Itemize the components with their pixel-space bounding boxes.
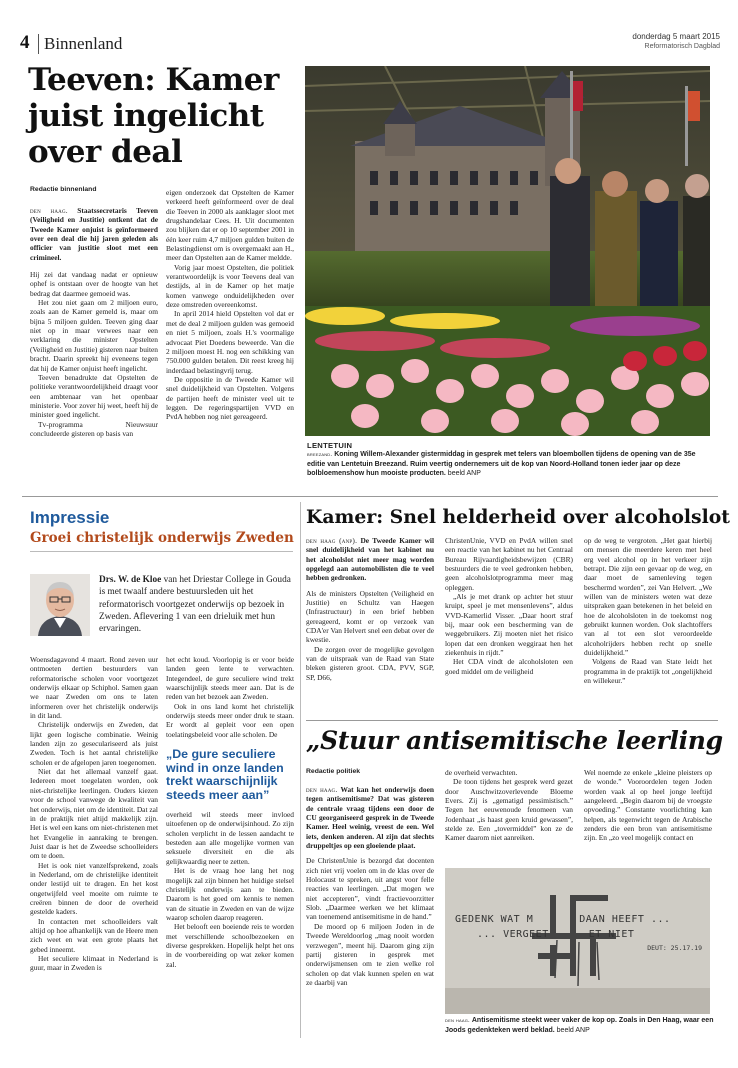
impressie-paragraph: het echt koud. Voorlopig is er voor beide landen geen lente te verwachten. Integendeel, de gure seculiere wind trekt waarschijnlijk steeds meer aan. Dat is de reden van het bezoek aan Zweden. <box>166 655 294 702</box>
teeven-column-2 <box>166 188 294 422</box>
tulip-show-image <box>305 66 710 436</box>
graffiti-dateline: den haag. <box>445 1018 470 1024</box>
impressie-paragraph: Ook in ons land komt het christelijk onderwijs steeds meer onder druk te staan. Er wordt al gepleit voor een open toelatingsbeleid voor alle scholen. De <box>166 701 294 739</box>
graffiti-caption <box>445 1016 715 1035</box>
plaque-text-2b: ET NIET <box>588 929 635 940</box>
antisemitisch-column-3 <box>584 768 712 843</box>
antisemitisch-paragraph: De toon tijdens het gesprek werd gezet door Auschwitzoverlevende Bloeme Evers. Zij is „gematigd pessimistisch.” Tegen het eeuwenoude fenomeen van Jodenhaat „is haast geen kruid gewassen”, stelde ze. Een „tovermiddel” kon ze de Kamer daarom niet aanreiken. <box>445 777 573 843</box>
alcoholslot-paragraph: „Als je met drank op achter het stuur kruipt, speel je met mensenlevens”, aldus VVD-Kamerlid Visser. „Daar hoort straf bij, maar ook een bescherming van de weggebruikers. Zij moeten niet het risico lopen dat een dronken weggiraat hen het ziekenhuis in rijdt.” <box>445 592 573 658</box>
tulip-beds <box>305 306 710 436</box>
alcoholslot-lead: den haag (anp). De Tweede Kamer wil snel duidelijkheid van het kabinet nu het alcoholslot niet meer mag worden opgelegd aan automobilisten die te veel hebben gedronken. <box>306 536 434 583</box>
plaque-text-2: ... VERGEET <box>477 929 549 940</box>
impressie-paragraph: Niet dat het allemaal vanzelf gaat. Iedereen moet toegelaten worden, ook niet-christelijke leerlingen. Ouders kiezen voor de school vanwege de kwaliteit van het onderwijs, niet om de identiteit. Dat zal in de praktijk niet altijd makkelijk zijn. Het is wel een kans om niet-christenen met het Evangelie in aanraking te brengen. Juist daar is het de Zweedse schoolleiders om te doen. <box>30 767 158 861</box>
lentetuin-credit: beeld ANP <box>447 470 481 477</box>
antisemitisch-headline: „Stuur antisemitische leerling <box>306 726 723 755</box>
teeven-paragraph: Vorig jaar moest Opstelten, die politiek verantwoordelijk is voor Teevens deal van destijds, al in de Kamer op het matje komen vanwege onduidelijkheden over deze omstreden overeenkomst. <box>166 262 294 310</box>
impressie-kicker: Impressie <box>30 508 110 527</box>
alcoholslot-headline: Kamer: Snel helderheid over alcoholslot <box>306 506 730 528</box>
impressie-paragraph: Het is ook niet vanzelfsprekend, zoals in Nederland, om de christelijke identiteit onder lestijd uit te dragen. En het kost ongetwijfeld veel moeite om ruimte te creëren binnen de door de overheid gestelde kaders. <box>30 860 158 917</box>
impressie-paragraph: Het belooft een boeiende reis te worden met verschillende schoolbezoeken en diverse gesprekken. Hopelijk helpt het ons in de voorbereiding op wat zeker komen zal. <box>166 922 294 969</box>
alcoholslot-column-3 <box>584 536 712 686</box>
impressie-paragraph: Christelijk onderwijs en Zweden, dat lijkt geen logische combinatie. Weinig landen zijn zo geseculariseerd als juist Zweden. Toch is het aantal christelijke scholen er de afgelopen jaren toegenomen. <box>30 720 158 767</box>
teeven-paragraph: Teeven benadrukte dat Opstelten de politieke verantwoordelijkheid draagt voor een ambtenaar van het openbaar ministerie. Voor zover hij weet, heeft hij de minister goed ingelicht. <box>30 372 158 420</box>
header-divider <box>38 34 39 54</box>
antisemitisch-column-2 <box>445 768 573 843</box>
graffiti-credit: beeld ANP <box>556 1027 590 1034</box>
impressie-headline: Groei christelijk onderwijs Zweden <box>30 530 294 546</box>
lentetuin-label: LENTETUIN <box>307 441 353 450</box>
impressie-paragraph: overheid wil steeds meer invloed uitoefenen op de onderwijsinhoud. Zo zijn scholen verplicht in de lessen aandacht te besteden aan alle mogelijke vormen van seksuele diversiteit en die als gelijkwaardig neer te zetten. <box>166 810 294 866</box>
alcoholslot-paragraph: op de weg te vergroten. „Het gaat hierbij om mensen die meerdere keren met heel erg veel alcohol op in het verkeer zijn betrapt. Die zijn een gevaar op de weg, en daar moet de samenleving tegen beschermd worden”, zei Van Helvert. „We willen van de ministers weten wat deze uitspraken gaan betekenen in het beleid en hoe de alcoholsloten in de toekomst nog gebruikt kunnen worden. Ook slachtoffers van al tot een slot veroordeelde alcoholrijders hebben recht op snelle duidelijkheid.” <box>584 536 712 658</box>
author-intro-text: van het Driestar College in Gouda is met twaalf andere bestuursleden uit het reformatorisch voortgezet onderwijs op bezoek in Zweden. Aflevering 1 van een drieluik met hun ervaringen. <box>99 575 291 635</box>
graffiti-caption-text: Antisemitisme steekt weer vaker de kop op. Zoals in Den Haag, waar een Joods gedenkteken werd beklad. <box>445 1017 714 1034</box>
page-header <box>20 30 720 58</box>
alcoholslot-paragraph: Het CDA vindt de alcoholsloten een goed middel om de veiligheid <box>445 657 573 676</box>
antisemitisch-paragraph: de overheid verwachten. <box>445 768 518 777</box>
impressie-pullquote: „De gure seculiere wind in onze landen trekt waarschijnlijk steeds meer aan” <box>166 747 284 802</box>
teeven-paragraph: De oppositie in de Tweede Kamer wil snel duidelijkheid van Opstelten. Volgens de partijen heeft de minister veel uit te leggen. De regeringspartijen VVD en PvdA hebben nog niet gereageerd. <box>166 374 294 422</box>
impressie-column-2 <box>166 655 294 969</box>
teeven-paragraph: Tv-programma Nieuwsuur concludeerde gisteren op basis van <box>30 419 158 438</box>
teeven-paragraph: Het zou niet gaan om 2 miljoen euro, zoals aan de Kamer gemeld is, maar om bijna 5 miljoen gulden. Teeven ging daar niet op in maar verwees naar een verklaring die minister Opstelten (Veiligheid en Justitie) gisteren naar buiten bracht. Daarin spreekt hij eveneens tegen dat hij de Kamer onjuist heeft ingelicht. <box>30 298 158 373</box>
teeven-column-1 <box>30 206 158 438</box>
impressie-paragraph: Het is de vraag hoe lang het nog mogelijk zal zijn binnen het huidige stelsel christelijk onderwijs aan te bieden. Daarom is het goed om kennis te nemen van de situatie in Zweden en van de wijze waarop scholen daarop reageren. <box>166 866 294 922</box>
page-number: 4 <box>20 32 30 53</box>
column-divider <box>300 502 301 1038</box>
lentetuin-caption <box>307 441 711 478</box>
alcoholslot-bottom-rule <box>306 720 718 721</box>
teeven-lead: den haag. Staatssecretaris Teeven (Veiligheid en Justitie) ontkent dat de Tweede Kamer onjuist is geïnformeerd over een deal die hij jaren geleden als officier van justitie sloot met een crimineel. <box>30 206 158 262</box>
author-name: Drs. W. de Kloe <box>99 575 162 585</box>
impressie-paragraph: In contacten met schoolleiders valt altijd op hoe afhankelijk van de Heere men zich weet en wat een grote plaats het gebed inneemt. <box>30 916 158 954</box>
graffiti-photo <box>445 868 710 1014</box>
teeven-paragraph: eigen onderzoek dat Opstelten de Kamer verkeerd heeft geïnformeerd over de deal die Teeven in 2000 als aanklager sloot met drugshandelaar Cees. H. Uit documenten zou blijken dat er op 10 september 2001 in één keer ruim 4,7 miljoen gulden buiten de Belastingdienst om is overgemaakt aan H., meer dan Opstelten aan de Kamer meldde. <box>166 188 294 263</box>
impressie-rule <box>30 551 293 552</box>
alcoholslot-paragraph: De zorgen over de mogelijke gevolgen van de uitspraak van de Raad van State bleken gisteren groot. CDA, PVV, SGP, SP, D66, <box>306 644 434 682</box>
section-title: Binnenland <box>44 34 123 53</box>
impressie-paragraph: Woensdagavond 4 maart. Rond zeven uur ontmoeten dertien bestuurders van reformatorische scholen voor voortgezet onderwijs elkaar op Schiphol. Samen gaan we naar Zweden om ons te laten informeren over het christelijk onderwijs in dit land. <box>30 655 158 721</box>
lentetuin-caption-text: Koning Willem-Alexander gistermiddag in gesprek met telers van bloembollen tijdens de opening van de 35e editie van Lentetuin Breezand. Ruim veertig ondernemers uit de kop van Noord-Holland tonen ieder jaar op deze bolbloemenshow hun mooiste producten. <box>307 451 696 477</box>
page-date: donderdag 5 maart 2015 <box>632 32 720 41</box>
antisemitisch-lead: den haag. Wat kan het onderwijs doen tegen antisemitisme? Dat was gisteren de centrale vraag tijdens een door de CU georganiseerd gesprek in de Tweede Kamer. Heel weinig, vreest de een. Wel iets, denken anderen. Al zijn dat slechts druppeltjes op een gloeiende plaat. <box>306 785 434 851</box>
antisemitisch-paragraph: De ChristenUnie is bezorgd dat docenten zich niet vrij voelen om in de klas over de Holocaust te spreken, uit angst voor felle reacties van leerlingen. „Dat mogen we niet accepteren”, vindt fractievoorzitter Slob. „Daarmee werken we het klimaat van toenemend antisemitisme in de hand.” <box>306 856 434 922</box>
antisemitisch-byline: Redactie politiek <box>306 768 361 775</box>
alcoholslot-paragraph: Volgens de Raad van State leidt het programma in de praktijk tot „ongelijkheid en willekeur.” <box>584 657 712 686</box>
plaque-text-1b: DAAN HEEFT ... <box>579 914 671 925</box>
impressie-paragraph: Het seculiere klimaat in Nederland is guur, maar in Zweden is <box>30 954 158 973</box>
antisemitisch-paragraph: Wel noemde ze enkele „kleine pleisters op de wonde.” Vooroordelen tegen Joden worden vaak al op heel jonge leeftijd aangeleerd. „Begin daarom bij de vroegste opvoeding.” Constante voorlichting kan helpen, als tegenwicht tegen de Arabische zenders die een bron van antisemitisme zijn. En „zo veel mogelijk contact en <box>584 768 712 843</box>
impressie-author-intro <box>99 574 293 635</box>
plaque-date: DEUT: 25.17.19 <box>647 944 702 952</box>
lentetuin-dateline: breezand. <box>307 452 333 458</box>
impressie-column-1 <box>30 655 158 973</box>
author-avatar <box>30 574 90 636</box>
teeven-paragraph: In april 2014 hield Opstelten vol dat er met de deal 2 miljoen gulden was gemoeid en niet 5 miljoen, zoals H.'s voormalige advocaat Piet Doedens beweerde. Van die 2 miljoen moest H. nog een schikking van 750.000 gulden betalen. Dit reest kreeg hij inderdaad belastingvrij terug. <box>166 309 294 375</box>
section-rule <box>22 496 718 497</box>
teeven-paragraph: Hij zei dat vandaag nadat er opnieuw ophef is ontstaan over de hoogte van het bedrag dat daarmee gemoeid was. <box>30 270 158 298</box>
alcoholslot-column-2 <box>445 536 573 676</box>
teeven-headline: Teeven: Kamer juist ingelicht over deal <box>28 62 279 170</box>
lentetuin-photo <box>305 66 710 436</box>
teeven-byline: Redactie binnenland <box>30 186 97 193</box>
alcoholslot-paragraph: Als de ministers Opstelten (Veiligheid en Justitie) en Schultz van Haegen (Infrastructuur) in een brief hebben gereageerd, komt er op verzoek van CDA'er Van Helvert snel een debat over de kwestie. <box>306 588 434 645</box>
paper-name: Reformatorisch Dagblad <box>644 43 720 50</box>
antisemitisch-column-1 <box>306 785 434 987</box>
antisemitisch-paragraph: De moord op 6 miljoen Joden in de Tweede Wereldoorlog „mag nooit worden verzwegen”, meent hij. Daarom ging zijn partij gisteren in gesprek met onderwijsmensen om te zien welke rol scholen op dat vlak kunnen spelen en wat ze daarbij van <box>306 921 434 987</box>
alcoholslot-column-1 <box>306 536 434 682</box>
plaque-text-1: GEDENK WAT M <box>455 914 534 925</box>
alcoholslot-paragraph: ChristenUnie, VVD en PvdA willen snel een reactie van het kabinet nu het Centraal Bureau Rijvaardigheidsbewijzen (CBR) bestuurders die te veel gedronken hebben, geen alcoholslotprogramma meer mag opleggen. <box>445 536 573 592</box>
